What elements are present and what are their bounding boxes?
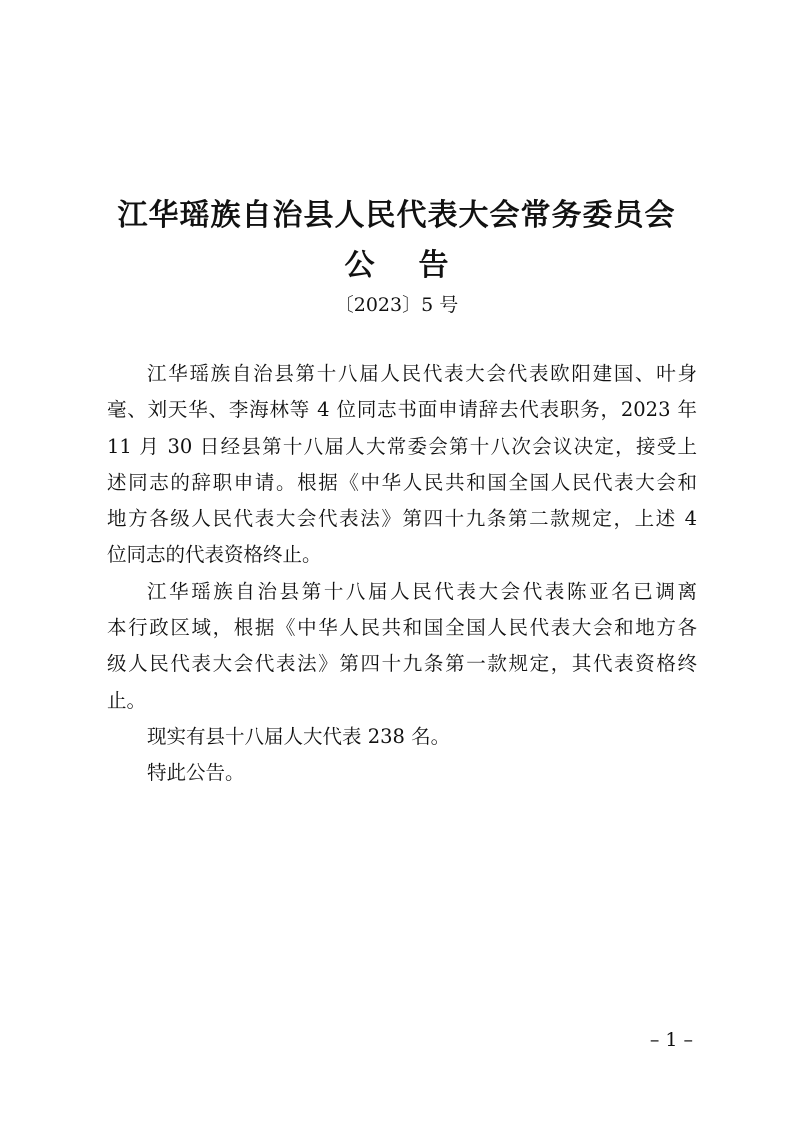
paragraph-2-line: 止。 [107,688,147,712]
paragraph-2-line: 江华瑶族自治县第十八届人民代表大会代表陈亚名已调离 [147,579,697,603]
paragraph-1-line: 11 月 30 日经县第十八届人大常委会第十八次会议决定，接受上 [107,434,697,458]
paragraph-2-line: 级人民代表大会代表法》第四十九条第一款规定，其代表资格终 [107,652,697,676]
paragraph-4: 特此公告。 [147,761,245,785]
paragraph-1-line: 位同志的代表资格终止。 [107,543,322,567]
document-title: 江华瑶族自治县人民代表大会常务委员会 [117,198,676,233]
paragraph-1-line: 江华瑶族自治县第十八届人民代表大会代表欧阳建国、叶身 [147,362,697,385]
document-subtitle: 公告 [344,248,493,283]
page-number: – 1 – [649,1029,693,1051]
paragraph-1-line: 地方各级人民代表大会代表法》第四十九条第二款规定，上述 4 [107,507,697,531]
paragraph-3: 现实有县十八届人大代表 238 名。 [147,724,451,748]
document-body [107,356,697,792]
paragraph-2-line: 本行政区域，根据《中华人民共和国全国人民代表大会和地方各 [107,616,697,640]
paragraph-1-line: 述同志的辞职申请。根据《中华人民共和国全国人民代表大会和 [107,470,697,494]
paragraph-1-line: 毫、刘天华、李海林等 4 位同志书面申请辞去代表职务，2023 年 [107,398,697,422]
document-number: 〔2023〕5 号 [334,294,459,316]
